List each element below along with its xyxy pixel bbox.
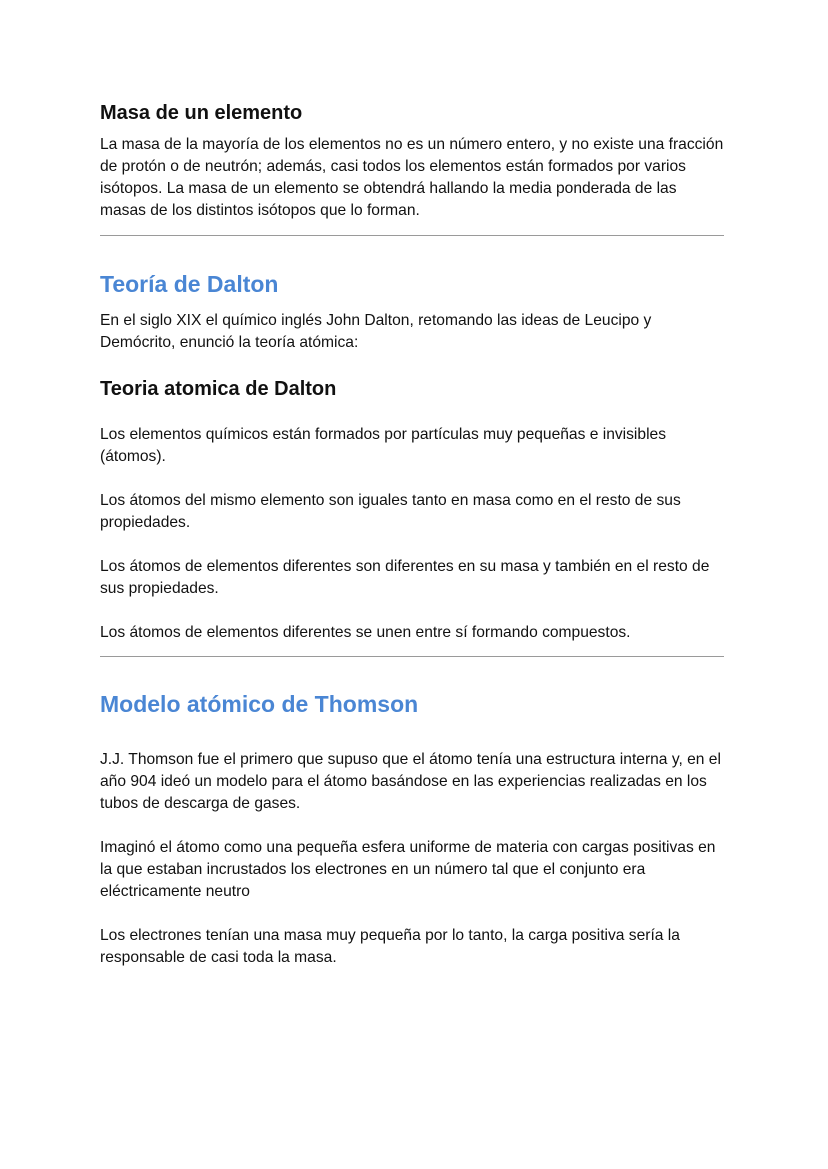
dalton-intro: En el siglo XIX el químico inglés John Dalton, retomando las ideas de Leucipo y Demócrito, enunció la teoría atómica:	[100, 312, 652, 351]
thomson-paragraph: Imaginó el átomo como una pequeña esfera uniforme de materia con cargas positivas en la que estaban incrustados los electrones en un número tal que el conjunto era eléctricamente neutro	[100, 839, 716, 900]
dalton-heading: Teoría de Dalton	[100, 271, 279, 297]
dalton-postulate: Los elementos químicos están formados por partículas muy pequeñas e invisibles (átomos).	[100, 426, 667, 465]
thomson-paragraph: Los electrones tenían una masa muy pequeña por lo tanto, la carga positiva sería la responsable de casi toda la masa.	[100, 927, 680, 966]
dalton-postulate: Los átomos del mismo elemento son iguales tanto en masa como en el resto de sus propiedades.	[100, 492, 681, 531]
masa-paragraph: La masa de la mayoría de los elementos no es un número entero, y no existe una fracción de protón o de neutrón; además, casi todos los elementos están formados por varios isótopos. La masa de un elemento se obtendrá hallando la media ponderada de las masas de los distintos isótopos que lo forman.	[100, 136, 724, 219]
dalton-postulate: Los átomos de elementos diferentes son diferentes en su masa y también en el resto de sus propiedades.	[100, 558, 710, 597]
thomson-heading: Modelo atómico de Thomson	[100, 691, 419, 717]
section-divider	[100, 235, 724, 236]
masa-heading: Masa de un elemento	[100, 102, 303, 124]
dalton-postulate: Los átomos de elementos diferentes se unen entre sí formando compuestos.	[100, 624, 631, 641]
dalton-subheading: Teoria atomica de Dalton	[100, 378, 337, 400]
thomson-paragraph: J.J. Thomson fue el primero que supuso que el átomo tenía una estructura interna y, en el año 904 ideó un modelo para el átomo basándose en las experiencias realizadas en los tubos de descarga de gases.	[100, 751, 721, 812]
section-divider	[100, 656, 724, 657]
